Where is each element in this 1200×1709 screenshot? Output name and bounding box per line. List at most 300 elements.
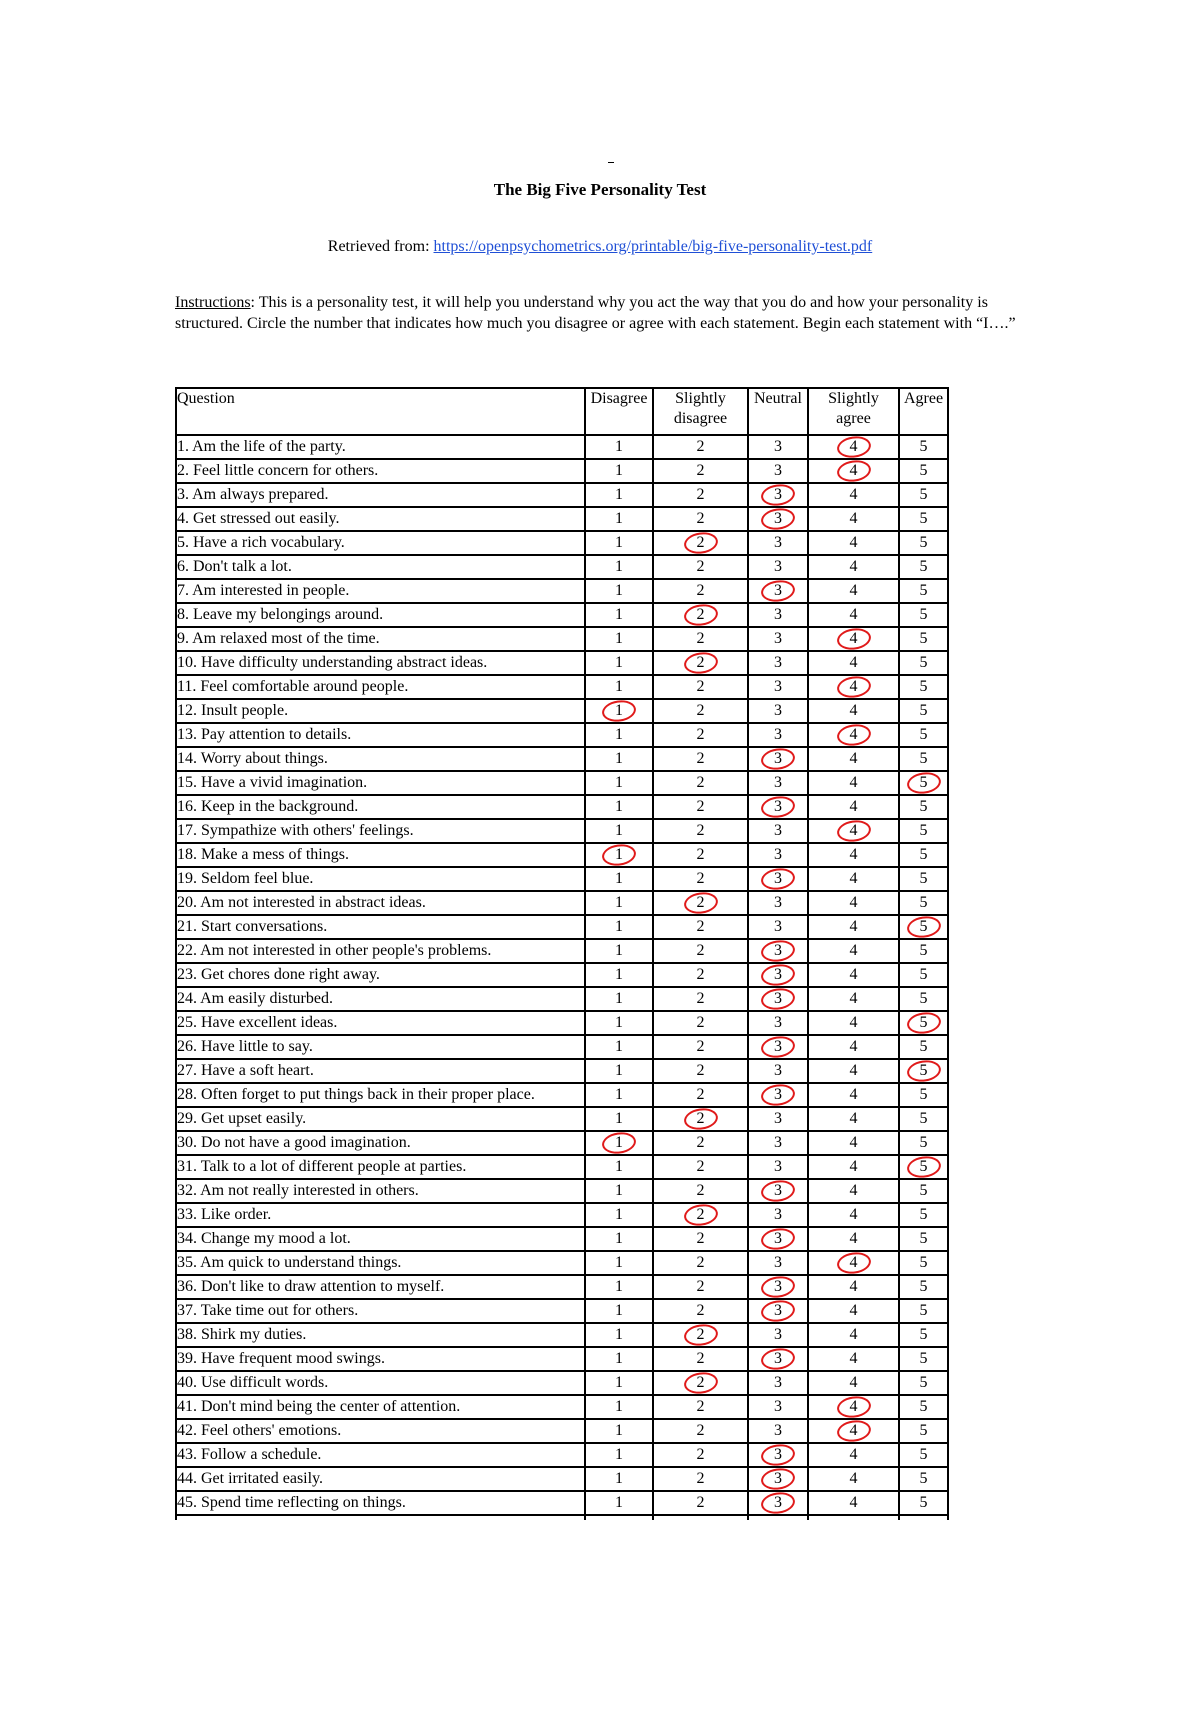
rating-option-5[interactable] bbox=[899, 1059, 948, 1083]
table-row-continuation bbox=[176, 1515, 948, 1520]
rating-option-2[interactable] bbox=[653, 507, 748, 531]
rating-option-3[interactable] bbox=[748, 627, 808, 651]
rating-option-4[interactable] bbox=[808, 1179, 899, 1203]
rating-option-5[interactable] bbox=[899, 1035, 948, 1059]
rating-option-5[interactable] bbox=[899, 1395, 948, 1419]
rating-number: 5 bbox=[919, 702, 928, 719]
rating-option-1[interactable] bbox=[585, 531, 653, 555]
rating-option-1[interactable] bbox=[585, 1179, 653, 1203]
rating-option-5[interactable] bbox=[899, 531, 948, 555]
rating-option-4[interactable] bbox=[808, 1443, 899, 1467]
rating-option-3[interactable] bbox=[748, 1251, 808, 1275]
rating-option-2[interactable] bbox=[653, 1467, 748, 1491]
question-text: 2. Feel little concern for others. bbox=[176, 459, 585, 483]
rating-option-3[interactable] bbox=[748, 1059, 808, 1083]
table-row bbox=[176, 795, 948, 819]
rating-option-4[interactable] bbox=[808, 1275, 899, 1299]
rating-option-1[interactable] bbox=[585, 1035, 653, 1059]
rating-number: 3 bbox=[774, 726, 782, 743]
rating-option-1[interactable] bbox=[585, 675, 653, 699]
rating-option-1[interactable] bbox=[585, 507, 653, 531]
rating-number: 4 bbox=[849, 798, 858, 815]
rating-option-5[interactable] bbox=[899, 579, 948, 603]
rating-option-5[interactable] bbox=[899, 1275, 948, 1299]
rating-option-5[interactable] bbox=[899, 627, 948, 651]
rating-option-3[interactable] bbox=[748, 1203, 808, 1227]
rating-option-2[interactable] bbox=[653, 891, 748, 915]
rating-number: 2 bbox=[696, 1422, 705, 1439]
rating-option-2[interactable] bbox=[653, 555, 748, 579]
rating-option-3[interactable] bbox=[748, 795, 808, 819]
rating-number: 5 bbox=[919, 894, 928, 911]
rating-option-2[interactable] bbox=[653, 1371, 748, 1395]
rating-option-1[interactable] bbox=[585, 987, 653, 1011]
rating-option-5[interactable] bbox=[899, 1347, 948, 1371]
rating-option-2[interactable] bbox=[653, 723, 748, 747]
rating-option-5[interactable] bbox=[899, 819, 948, 843]
rating-number: 4 bbox=[849, 678, 858, 695]
rating-option-3[interactable] bbox=[748, 1395, 808, 1419]
rating-number: 1 bbox=[615, 1038, 623, 1055]
rating-option-1[interactable] bbox=[585, 1251, 653, 1275]
rating-number: 2 bbox=[696, 462, 705, 479]
rating-option-1[interactable] bbox=[585, 747, 653, 771]
rating-option-1[interactable] bbox=[585, 1107, 653, 1131]
rating-option-5[interactable] bbox=[899, 771, 948, 795]
rating-option-4[interactable] bbox=[808, 819, 899, 843]
rating-option-2[interactable] bbox=[653, 1203, 748, 1227]
rating-option-2[interactable] bbox=[653, 987, 748, 1011]
rating-option-2[interactable] bbox=[653, 819, 748, 843]
rating-option-5[interactable] bbox=[899, 867, 948, 891]
rating-option-5[interactable] bbox=[899, 1179, 948, 1203]
rating-option-3[interactable] bbox=[748, 1035, 808, 1059]
rating-option-1[interactable] bbox=[585, 963, 653, 987]
rating-option-1[interactable] bbox=[585, 435, 653, 459]
rating-option-2[interactable] bbox=[653, 1395, 748, 1419]
rating-option-1[interactable] bbox=[585, 555, 653, 579]
rating-option-2[interactable] bbox=[653, 483, 748, 507]
rating-option-2[interactable] bbox=[653, 699, 748, 723]
rating-option-2[interactable] bbox=[653, 1299, 748, 1323]
rating-option-2[interactable] bbox=[653, 531, 748, 555]
rating-option-5[interactable] bbox=[899, 1131, 948, 1155]
rating-option-5[interactable] bbox=[899, 651, 948, 675]
rating-option-5[interactable] bbox=[899, 843, 948, 867]
rating-number: 5 bbox=[919, 942, 928, 959]
rating-option-5[interactable] bbox=[899, 915, 948, 939]
rating-option-3[interactable] bbox=[748, 675, 808, 699]
rating-option-2[interactable] bbox=[653, 843, 748, 867]
rating-option-2[interactable] bbox=[653, 1323, 748, 1347]
rating-option-2[interactable] bbox=[653, 603, 748, 627]
rating-option-3[interactable] bbox=[748, 747, 808, 771]
rating-option-2[interactable] bbox=[653, 1347, 748, 1371]
rating-number: 5 bbox=[919, 558, 928, 575]
rating-option-2[interactable] bbox=[653, 651, 748, 675]
rating-number: 5 bbox=[919, 798, 928, 815]
rating-option-4[interactable] bbox=[808, 1131, 899, 1155]
rating-number: 4 bbox=[849, 1038, 858, 1055]
rating-option-1[interactable] bbox=[585, 1395, 653, 1419]
rating-option-3[interactable] bbox=[748, 651, 808, 675]
rating-option-4[interactable] bbox=[808, 435, 899, 459]
rating-option-3[interactable] bbox=[748, 867, 808, 891]
rating-option-2[interactable] bbox=[653, 771, 748, 795]
rating-option-5[interactable] bbox=[899, 987, 948, 1011]
rating-option-1[interactable] bbox=[585, 603, 653, 627]
rating-number: 3 bbox=[774, 510, 782, 527]
rating-option-5[interactable] bbox=[899, 795, 948, 819]
rating-option-3[interactable] bbox=[748, 843, 808, 867]
rating-option-4[interactable] bbox=[808, 915, 899, 939]
rating-option-1[interactable] bbox=[585, 1083, 653, 1107]
rating-option-5[interactable] bbox=[899, 435, 948, 459]
rating-number: 4 bbox=[849, 870, 858, 887]
rating-number: 2 bbox=[696, 1278, 705, 1295]
rating-option-4[interactable] bbox=[808, 963, 899, 987]
rating-option-2[interactable] bbox=[653, 1059, 748, 1083]
rating-number: 3 bbox=[774, 486, 782, 503]
rating-option-3[interactable] bbox=[748, 1131, 808, 1155]
rating-option-2[interactable] bbox=[653, 627, 748, 651]
rating-option-3[interactable] bbox=[748, 891, 808, 915]
rating-option-5[interactable] bbox=[899, 1419, 948, 1443]
rating-number: 2 bbox=[696, 846, 705, 863]
rating-option-2[interactable] bbox=[653, 1419, 748, 1443]
table-row bbox=[176, 579, 948, 603]
rating-option-5[interactable] bbox=[899, 1203, 948, 1227]
rating-option-4[interactable] bbox=[808, 1419, 899, 1443]
rating-option-4[interactable] bbox=[808, 1467, 899, 1491]
rating-option-2[interactable] bbox=[653, 1131, 748, 1155]
rating-option-2[interactable] bbox=[653, 1011, 748, 1035]
rating-option-5[interactable] bbox=[899, 483, 948, 507]
rating-option-4[interactable] bbox=[808, 1083, 899, 1107]
rating-option-4[interactable] bbox=[808, 555, 899, 579]
rating-option-5[interactable] bbox=[899, 603, 948, 627]
rating-option-2[interactable] bbox=[653, 795, 748, 819]
rating-number: 3 bbox=[774, 1494, 782, 1511]
rating-option-4[interactable] bbox=[808, 939, 899, 963]
rating-number: 5 bbox=[919, 1086, 928, 1103]
rating-option-3[interactable] bbox=[748, 1083, 808, 1107]
rating-option-3[interactable] bbox=[748, 963, 808, 987]
rating-option-4[interactable] bbox=[808, 603, 899, 627]
rating-option-4[interactable] bbox=[808, 579, 899, 603]
rating-option-2[interactable] bbox=[653, 1179, 748, 1203]
rating-option-4[interactable] bbox=[808, 987, 899, 1011]
rating-option-3[interactable] bbox=[748, 579, 808, 603]
rating-option-4[interactable] bbox=[808, 1227, 899, 1251]
rating-option-3[interactable] bbox=[748, 1275, 808, 1299]
rating-option-3[interactable] bbox=[748, 603, 808, 627]
rating-option-1[interactable] bbox=[585, 771, 653, 795]
rating-option-5[interactable] bbox=[899, 555, 948, 579]
rating-option-1[interactable] bbox=[585, 483, 653, 507]
rating-option-3[interactable] bbox=[748, 1443, 808, 1467]
rating-option-2[interactable] bbox=[653, 675, 748, 699]
rating-option-1[interactable] bbox=[585, 843, 653, 867]
rating-option-2[interactable] bbox=[653, 1275, 748, 1299]
rating-option-3[interactable] bbox=[748, 1107, 808, 1131]
rating-option-5[interactable] bbox=[899, 891, 948, 915]
rating-option-4[interactable] bbox=[808, 1035, 899, 1059]
rating-option-1[interactable] bbox=[585, 651, 653, 675]
rating-option-1[interactable] bbox=[585, 627, 653, 651]
rating-option-1[interactable] bbox=[585, 891, 653, 915]
rating-option-2[interactable] bbox=[653, 963, 748, 987]
rating-option-5[interactable] bbox=[899, 459, 948, 483]
rating-option-5[interactable] bbox=[899, 507, 948, 531]
header-slightly-disagree: Slightly disagree bbox=[653, 388, 748, 435]
table-row bbox=[176, 1347, 948, 1371]
rating-option-1[interactable] bbox=[585, 1371, 653, 1395]
rating-option-5[interactable] bbox=[899, 1083, 948, 1107]
rating-option-5[interactable] bbox=[899, 963, 948, 987]
rating-option-5[interactable] bbox=[899, 699, 948, 723]
rating-option-1[interactable] bbox=[585, 579, 653, 603]
table-row bbox=[176, 1275, 948, 1299]
rating-option-1[interactable] bbox=[585, 1203, 653, 1227]
rating-option-4[interactable] bbox=[808, 651, 899, 675]
rating-option-3[interactable] bbox=[748, 1419, 808, 1443]
table-row bbox=[176, 843, 948, 867]
rating-option-4[interactable] bbox=[808, 1203, 899, 1227]
question-text: 17. Sympathize with others' feelings. bbox=[176, 819, 585, 843]
rating-number: 3 bbox=[774, 1350, 782, 1367]
rating-option-4[interactable] bbox=[808, 1059, 899, 1083]
rating-option-1[interactable] bbox=[585, 1131, 653, 1155]
rating-option-4[interactable] bbox=[808, 627, 899, 651]
rating-option-4[interactable] bbox=[808, 483, 899, 507]
rating-option-1[interactable] bbox=[585, 795, 653, 819]
rating-option-3[interactable] bbox=[748, 1347, 808, 1371]
rating-option-1[interactable] bbox=[585, 1011, 653, 1035]
rating-option-4[interactable] bbox=[808, 459, 899, 483]
rating-option-1[interactable] bbox=[585, 699, 653, 723]
rating-option-3[interactable] bbox=[748, 939, 808, 963]
rating-option-3[interactable] bbox=[748, 1299, 808, 1323]
rating-option-2[interactable] bbox=[653, 915, 748, 939]
rating-option-5[interactable] bbox=[899, 1107, 948, 1131]
table-row bbox=[176, 699, 948, 723]
rating-option-4[interactable] bbox=[808, 771, 899, 795]
rating-number: 5 bbox=[919, 1350, 928, 1367]
rating-option-3[interactable] bbox=[748, 819, 808, 843]
rating-option-1[interactable] bbox=[585, 819, 653, 843]
rating-option-1[interactable] bbox=[585, 1059, 653, 1083]
rating-option-2[interactable] bbox=[653, 1227, 748, 1251]
rating-option-3[interactable] bbox=[748, 1323, 808, 1347]
rating-option-4[interactable] bbox=[808, 1395, 899, 1419]
rating-number: 2 bbox=[696, 942, 705, 959]
rating-number: 3 bbox=[774, 798, 782, 815]
rating-option-4[interactable] bbox=[808, 843, 899, 867]
rating-option-2[interactable] bbox=[653, 1107, 748, 1131]
rating-option-5[interactable] bbox=[899, 723, 948, 747]
rating-option-5[interactable] bbox=[899, 747, 948, 771]
rating-option-5[interactable] bbox=[899, 939, 948, 963]
rating-option-4[interactable] bbox=[808, 1323, 899, 1347]
rating-option-5[interactable] bbox=[899, 1467, 948, 1491]
rating-option-3[interactable] bbox=[748, 723, 808, 747]
rating-option-5[interactable] bbox=[899, 1371, 948, 1395]
rating-option-4[interactable] bbox=[808, 1011, 899, 1035]
rating-option-2[interactable] bbox=[653, 1155, 748, 1179]
rating-option-5[interactable] bbox=[899, 1323, 948, 1347]
rating-number: 2 bbox=[696, 894, 705, 911]
rating-option-2[interactable] bbox=[653, 747, 748, 771]
rating-number: 2 bbox=[696, 918, 705, 935]
rating-option-5[interactable] bbox=[899, 1251, 948, 1275]
question-text: 27. Have a soft heart. bbox=[176, 1059, 585, 1083]
rating-option-4[interactable] bbox=[808, 1371, 899, 1395]
rating-option-3[interactable] bbox=[748, 483, 808, 507]
rating-option-1[interactable] bbox=[585, 1467, 653, 1491]
table-row bbox=[176, 915, 948, 939]
rating-option-3[interactable] bbox=[748, 507, 808, 531]
rating-option-4[interactable] bbox=[808, 1299, 899, 1323]
rating-number: 5 bbox=[919, 846, 928, 863]
rating-option-4[interactable] bbox=[808, 1155, 899, 1179]
source-line bbox=[0, 238, 1200, 256]
rating-option-2[interactable] bbox=[653, 1251, 748, 1275]
question-text: 32. Am not really interested in others. bbox=[176, 1179, 585, 1203]
header-row bbox=[176, 388, 948, 435]
rating-option-3[interactable] bbox=[748, 771, 808, 795]
rating-option-4[interactable] bbox=[808, 867, 899, 891]
rating-option-3[interactable] bbox=[748, 1491, 808, 1515]
rating-option-2[interactable] bbox=[653, 939, 748, 963]
rating-number: 1 bbox=[615, 870, 623, 887]
rating-option-5[interactable] bbox=[899, 1443, 948, 1467]
rating-option-4[interactable] bbox=[808, 747, 899, 771]
rating-option-1[interactable] bbox=[585, 1347, 653, 1371]
rating-option-1[interactable] bbox=[585, 459, 653, 483]
rating-number: 5 bbox=[919, 774, 928, 791]
header-neutral: Neutral bbox=[748, 388, 808, 435]
question-text: 37. Take time out for others. bbox=[176, 1299, 585, 1323]
rating-option-3[interactable] bbox=[748, 699, 808, 723]
rating-option-3[interactable] bbox=[748, 1011, 808, 1035]
question-text: 25. Have excellent ideas. bbox=[176, 1011, 585, 1035]
question-text: 29. Get upset easily. bbox=[176, 1107, 585, 1131]
rating-option-1[interactable] bbox=[585, 723, 653, 747]
rating-option-2[interactable] bbox=[653, 1491, 748, 1515]
rating-number: 1 bbox=[615, 510, 623, 527]
rating-option-1[interactable] bbox=[585, 1443, 653, 1467]
table-row bbox=[176, 1323, 948, 1347]
table-row bbox=[176, 435, 948, 459]
rating-option-2[interactable] bbox=[653, 435, 748, 459]
rating-option-1[interactable] bbox=[585, 1299, 653, 1323]
rating-option-4[interactable] bbox=[808, 531, 899, 555]
rating-number: 4 bbox=[849, 534, 858, 551]
rating-option-3[interactable] bbox=[748, 1179, 808, 1203]
rating-number: 5 bbox=[919, 1470, 928, 1487]
rating-option-3[interactable] bbox=[748, 459, 808, 483]
rating-option-3[interactable] bbox=[748, 1155, 808, 1179]
rating-number: 2 bbox=[696, 1230, 705, 1247]
rating-option-5[interactable] bbox=[899, 1155, 948, 1179]
rating-option-4[interactable] bbox=[808, 1251, 899, 1275]
table-row bbox=[176, 555, 948, 579]
rating-option-3[interactable] bbox=[748, 987, 808, 1011]
rating-option-3[interactable] bbox=[748, 555, 808, 579]
rating-option-4[interactable] bbox=[808, 675, 899, 699]
rating-option-4[interactable] bbox=[808, 723, 899, 747]
rating-number: 1 bbox=[615, 654, 623, 671]
rating-option-1[interactable] bbox=[585, 1227, 653, 1251]
rating-option-4[interactable] bbox=[808, 1347, 899, 1371]
rating-number: 1 bbox=[615, 1230, 623, 1247]
rating-option-4[interactable] bbox=[808, 795, 899, 819]
rating-option-5[interactable] bbox=[899, 1491, 948, 1515]
rating-option-2[interactable] bbox=[653, 1083, 748, 1107]
rating-option-3[interactable] bbox=[748, 1227, 808, 1251]
rating-option-1[interactable] bbox=[585, 1323, 653, 1347]
rating-option-4[interactable] bbox=[808, 699, 899, 723]
table-row bbox=[176, 1131, 948, 1155]
rating-option-3[interactable] bbox=[748, 531, 808, 555]
rating-option-3[interactable] bbox=[748, 435, 808, 459]
rating-option-2[interactable] bbox=[653, 867, 748, 891]
rating-option-5[interactable] bbox=[899, 1227, 948, 1251]
rating-number: 5 bbox=[919, 654, 928, 671]
rating-option-4[interactable] bbox=[808, 891, 899, 915]
rating-number: 3 bbox=[774, 1302, 782, 1319]
rating-option-2[interactable] bbox=[653, 579, 748, 603]
rating-number: 3 bbox=[774, 894, 782, 911]
rating-option-1[interactable] bbox=[585, 867, 653, 891]
question-text: 11. Feel comfortable around people. bbox=[176, 675, 585, 699]
rating-option-3[interactable] bbox=[748, 1371, 808, 1395]
rating-option-5[interactable] bbox=[899, 675, 948, 699]
rating-option-2[interactable] bbox=[653, 1443, 748, 1467]
rating-option-1[interactable] bbox=[585, 939, 653, 963]
rating-number: 3 bbox=[774, 582, 782, 599]
question-text: 31. Talk to a lot of different people at parties. bbox=[176, 1155, 585, 1179]
rating-number: 3 bbox=[774, 750, 782, 767]
rating-option-3[interactable] bbox=[748, 1467, 808, 1491]
rating-option-4[interactable] bbox=[808, 1491, 899, 1515]
rating-number: 2 bbox=[696, 1182, 705, 1199]
rating-number: 5 bbox=[919, 510, 928, 527]
rating-number: 2 bbox=[696, 1086, 705, 1103]
rating-option-1[interactable] bbox=[585, 915, 653, 939]
rating-option-1[interactable] bbox=[585, 1491, 653, 1515]
rating-option-5[interactable] bbox=[899, 1299, 948, 1323]
rating-number: 3 bbox=[774, 1110, 782, 1127]
rating-option-2[interactable] bbox=[653, 1035, 748, 1059]
source-link[interactable]: https://openpsychometrics.org/printable/big-five-personality-test.pdf bbox=[433, 238, 873, 255]
rating-option-1[interactable] bbox=[585, 1275, 653, 1299]
rating-option-1[interactable] bbox=[585, 1419, 653, 1443]
rating-number: 4 bbox=[849, 942, 858, 959]
rating-option-4[interactable] bbox=[808, 1107, 899, 1131]
rating-option-5[interactable] bbox=[899, 1011, 948, 1035]
rating-option-4[interactable] bbox=[808, 507, 899, 531]
rating-number: 2 bbox=[696, 1158, 705, 1175]
question-text: 38. Shirk my duties. bbox=[176, 1323, 585, 1347]
rating-number: 3 bbox=[774, 1446, 782, 1463]
rating-option-3[interactable] bbox=[748, 915, 808, 939]
rating-number: 5 bbox=[919, 1326, 928, 1343]
rating-option-1[interactable] bbox=[585, 1155, 653, 1179]
question-text: 41. Don't mind being the center of attention. bbox=[176, 1395, 585, 1419]
rating-option-2[interactable] bbox=[653, 459, 748, 483]
